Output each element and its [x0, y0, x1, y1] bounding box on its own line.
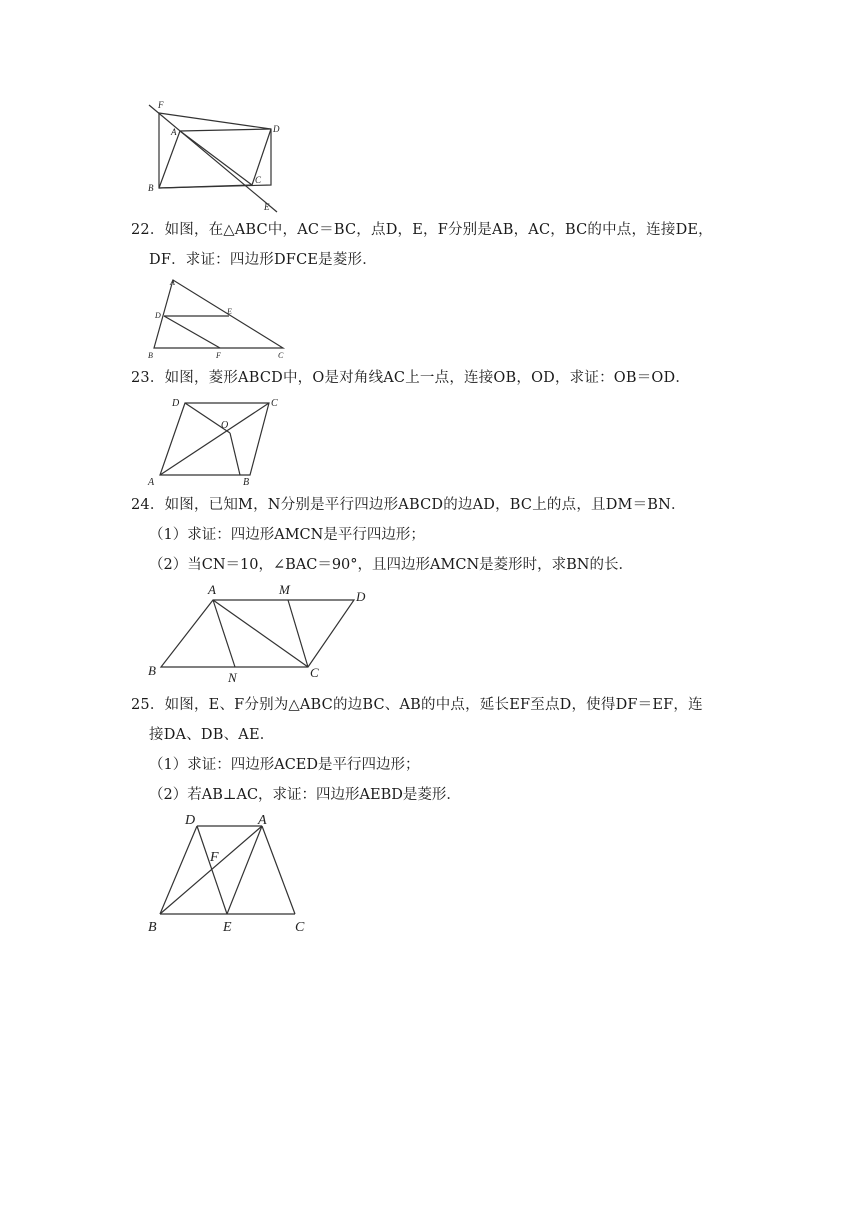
triangle-abc	[154, 280, 283, 348]
label-D: D	[185, 813, 196, 828]
label-D: D	[356, 589, 366, 604]
label-D: D	[155, 311, 161, 320]
parallelogram-abcd	[161, 600, 354, 667]
label-E: E	[223, 920, 232, 935]
label-C: C	[295, 920, 305, 935]
figure-24	[140, 580, 380, 685]
label-E: E	[227, 307, 232, 316]
figure-22	[145, 276, 295, 361]
label-D: D	[273, 124, 280, 134]
question-24-line-1: 24．如图，已知M，N分别是平行四边形ABCD的边AD，BC上的点，且DM＝BN．	[131, 497, 686, 513]
question-22-line-2: DF．求证：四边形DFCE是菱形．	[149, 252, 377, 268]
label-B: B	[148, 920, 157, 935]
label-C: C	[310, 665, 319, 680]
question-25-line-2: 接DA、DB、AE．	[149, 727, 275, 743]
label-B: B	[243, 477, 250, 488]
label-A: A	[258, 813, 267, 828]
figure-21	[140, 95, 300, 220]
label-C: C	[278, 351, 284, 360]
question-24-part-1: （1）求证：四边形AMCN是平行四边形；	[149, 527, 425, 543]
question-22-line-1: 22．如图，在△ABC中，AC＝BC，点D，E，F分别是AB，AC，BC的中点，连接DE，	[131, 222, 713, 238]
label-B: B	[148, 183, 154, 193]
question-24	[131, 490, 751, 520]
label-A: A	[208, 582, 216, 597]
label-C: C	[271, 398, 278, 409]
label-A: A	[170, 278, 175, 287]
label-A: A	[171, 127, 177, 137]
label-N: N	[228, 670, 237, 685]
label-C: C	[255, 175, 262, 185]
label-F: F	[158, 100, 164, 110]
label-M: M	[279, 582, 290, 597]
question-25-line-1: 25．如图，E、F分别为△ABC的边BC、AB的中点，延长EF至点D，使得DF＝EF，连	[131, 697, 703, 713]
label-B: B	[148, 351, 153, 360]
question-25-part-2: （2）若AB⊥AC，求证：四边形AEBD是菱形．	[149, 787, 461, 803]
question-25-part-1: （1）求证：四边形ACED是平行四边形；	[149, 757, 420, 773]
question-22	[131, 215, 751, 275]
label-D: D	[172, 398, 180, 409]
label-F: F	[210, 850, 219, 865]
label-O: O	[221, 420, 229, 431]
diagonal-ab	[160, 826, 262, 914]
figure-23	[145, 393, 285, 488]
label-A: A	[148, 477, 155, 488]
question-24-part-2: （2）当CN＝10，∠BAC＝90°，且四边形AMCN是菱形时，求BN的长．	[149, 557, 633, 573]
question-23-line-1: 23．如图，菱形ABCD中，O是对角线AC上一点，连接OB，OD，求证：OB＝OD．	[131, 370, 691, 386]
label-F: F	[216, 351, 221, 360]
diagonal-ac	[213, 600, 308, 667]
figure-25	[140, 808, 320, 938]
question-23	[131, 363, 751, 393]
label-B: B	[148, 663, 156, 678]
label-E: E	[264, 202, 270, 212]
question-25	[131, 690, 751, 750]
